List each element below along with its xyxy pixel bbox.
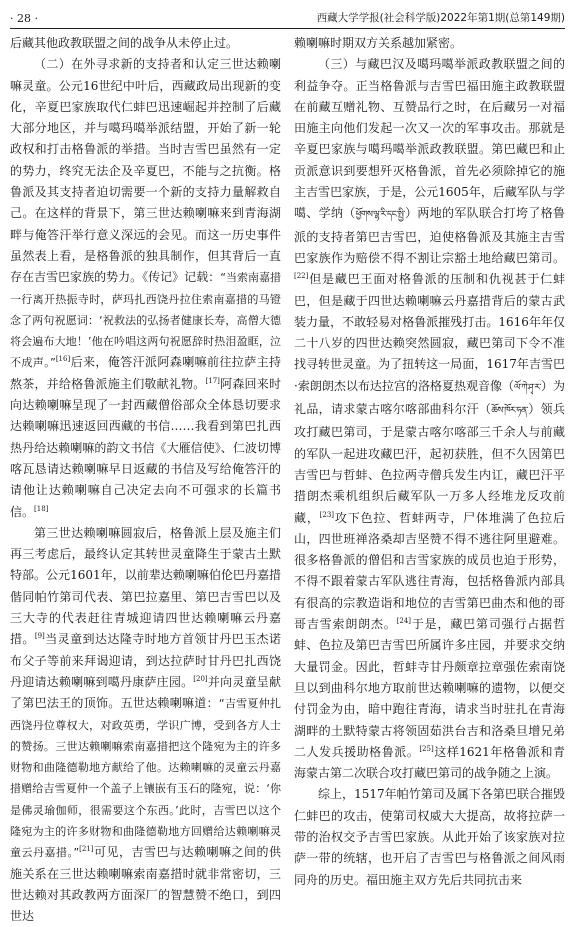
header-rule	[10, 28, 565, 29]
block-quote: “吉雪夏仲扎西饶丹位尊权大，对政英勇，学识广博，受到各方人士的赞扬。三世达赖喇嘛索南嘉措把这个隆宛为主的许多财物和曲隆德勒地方献给了他。达赖喇嘛的灵童云丹嘉措赠给吉雪夏仲一个盖子上镶嵌有玉石的隆宛，说：‘你是佛灵瑜伽师，很需要这个东西。’此时，吉雪巴以这个隆宛为主的许多财物和曲隆德勒地方回赠给达赖喇嘛灵童云丹嘉措。”	[10, 697, 281, 860]
paragraph	[10, 54, 281, 523]
citation-ref: [21]	[79, 845, 94, 854]
text-run: 综上，1517年帕竹第司及属下各第巴联合摧毁仁蚌巴的攻击，使第司权威大大提高，故将拉萨一带的治权交予吉雪巴家族。从此开始了该家族对拉萨一带的统辖，也开启了吉雪巴与格鲁派之间风雨同舟的历史。福田施主双方先后共同抗击来	[294, 787, 565, 887]
paragraph	[294, 784, 565, 890]
text-run: 当灵童到达达隆寺时地方首领甘丹巴玉杰诺布父子等前来拜谒迎请，到达拉萨时甘丹巴扎西饶丹迎请达赖喇嘛到噶丹康萨庄园。	[10, 632, 281, 689]
article-body	[10, 33, 565, 924]
text-run: 攻下色拉、哲蚌两寺，尸体堆满了色拉后山，四世班禅洛桑却吉坚赞不得不逃往阿里避难。很多格鲁派的僧侣和吉雪家族的成员也迫于形势，不得不跟着蒙古军队逃往青海，包括格鲁派内部具有很高的宗教造诣和地位的吉雪第巴曲杰和他的哥哥吉雪索朗朗杰。	[294, 510, 565, 632]
tibetan-term: ལོ་ཀེ་ཤྭ་ར་	[514, 382, 541, 393]
paragraph: 后藏其他政教联盟之间的战争从未停止过。	[10, 36, 239, 50]
citation-ref: [22]	[294, 272, 309, 281]
text-run: （三）与藏巴汉及噶玛噶举派政教联盟之间的利益争夺。正当格鲁派与吉雪巴福田施主政教联盟在前藏互赠礼物、互赞品行之时，在后藏另一对福田施主向他们发起一次又一次的军事攻击。那就是辛夏巴家族与噶玛噶举派政教联盟。第巴藏巴和止贡派意识到要想歼灭格鲁派，首先必须除掉它的施主吉雪巴家族，于是，公元1605年，后藏军队与学噶、学纳（	[294, 57, 565, 221]
page-header	[10, 5, 565, 25]
paragraph	[294, 54, 565, 784]
citation-ref: [9]	[34, 632, 45, 641]
text-run: 并向灵童呈献了第巴法王的顶饰。五世达赖喇嘛道：	[10, 674, 281, 711]
text-run: 可见，吉雪巴与达赖喇嘛之间的供施关系在三世达赖喇嘛索南嘉措时就非常密切，三世达赖对其政教两方面深厂的智慧赞不绝口，到四世达	[10, 845, 281, 924]
text-run: ）为礼品，请求蒙古喀尔喀部曲科尔汗（	[294, 378, 565, 417]
journal-title: 西藏大学学报(社会科学版)2022年第1期(总第149期)	[316, 12, 565, 24]
tibetan-term: ཆོས་ཁོར་ཧན་	[491, 406, 528, 417]
right-column	[294, 33, 565, 887]
text-run: 这样1621年格鲁派和青海蒙古第二次联合攻打藏巴第司的战争随之上演。	[294, 744, 565, 781]
text-run: ）领兵攻打藏巴第司，于是蒙古喀尔喀部三千余人与前藏的军队一起进攻藏巴汗，起初获胜，但不久因第巴吉雪巴与哲蚌、色拉两寺僧兵发生内讧，藏巴汗平措朗杰乘机组织后藏军队一万多人经堆龙反攻前藏，	[294, 402, 565, 525]
citation-ref: [20]	[193, 674, 208, 683]
citation-ref: [23]	[319, 510, 335, 519]
text-run: 但是藏巴王面对格鲁派的压制和仇视甚于仁蚌巴，但是藏于四世达赖喇嘛云丹嘉措背后的蒙古武装力量，不敢轻易对格鲁派摧残打击。1616年年仅二十八岁的四世达赖突然圆寂，藏巴第司下令不准找寻转世灵童。为了扭转这一局面，1617年吉雪巴·索朗朗杰以布达拉宫的洛格夏热观音像（	[294, 272, 565, 393]
citation-ref: [24]	[396, 617, 412, 626]
page-number: · 28 ·	[10, 12, 38, 25]
citation-ref: [25]	[419, 744, 434, 753]
block-quote: “当索南嘉措一行离开热振寺时，萨玛扎西饶丹拉住索南嘉措的马镫念了两句祝愿词：‘祝救法的弘扬者健康长寿，高僧大德将会遍布大地！’他在吟唱这两句祝愿辞时热泪盈眶，泣不成声。”	[10, 271, 281, 370]
text-run: ）两地的军队联合打垮了格鲁派的支持者第巴吉雪巴，迫使格鲁派及其施主吉雪巴家族作为赔偿不得不割让宗豁土地给藏巴第司。	[294, 206, 565, 265]
text-run: 第三世达赖喇嘛圆寂后，格鲁派上层及施主们再三考虑后，最终认定其转世灵童降生于蒙古土默特部。公元1601年，以前辈达赖喇嘛伯伦巴丹嘉措偕同帕竹第司代表、第巴拉嘉里、第巴吉雪巴以及三大寺的代表赶往青城迎请四世达赖喇嘛云丹嘉措。	[10, 525, 281, 647]
citation-ref: [17]	[205, 376, 220, 385]
paragraph	[10, 523, 281, 927]
text-run: 阿森回来时向达赖喇嘛呈现了一封西藏僧俗部众全体恳切要求达赖喇嘛迅速返回西藏的书信……我看到第巴扎西热丹给达赖喇嘛的韵文书信《大雁信使》、仁波切博喀瓦恳请达赖喇嘛早日返藏的书信及写给俺答汗的请他让达赖喇嘛自己决定去向不可强求的长篇书信。	[10, 376, 281, 519]
citation-ref: [18]	[34, 504, 49, 513]
paragraph: 赖喇嘛时期双方关系越加紧密。	[294, 36, 463, 50]
tibetan-term: ཕྱོགས་ལྷ་རི་དང་སྤྱི་	[355, 210, 405, 221]
text-run: 于是，藏巴第司强行占据哲蚌、色拉及第巴吉雪巴所属许多庄园，并要求交纳大量罚金。因此，哲蚌寺甘丹颇章拉章强佐索南饶旦以到曲科尔地方取前世达赖喇嘛的遗物，以便交付罚金为由，暗中跑往青海，请求当时驻扎在青海湖畔的土默特蒙古将领固茹洪台吉和洛桑旦增兄弟二人发兵援助格鲁派。	[294, 617, 565, 759]
text-run: 后来，俺答汗派阿森喇嘛前往拉萨主持熬茶，并给格鲁派施主们敬献礼物。	[10, 355, 281, 391]
left-column	[10, 33, 281, 924]
text-run: （二）在外寻求新的支持者和认定三世达赖喇嘛灵童。公元16世纪中叶后，西藏政局出现新的变化，辛夏巴家族取代仁蚌巴迅速崛起并控制了后藏大部分地区，并与噶玛噶举派结盟，开始了新一轮政权和打击格鲁派的举措。当时吉雪巴虽然有一定的势力，终究无法企及辛夏巴，不能与之抗衡。格鲁派及其支持者迫切需要一个新的支持力量解救自己。在这样的背景下，第三世达赖喇嘛来到青海湖畔与俺答汗举行意义深远的会见。而这一历史事件虽然表上看，是格鲁派的独具制作，但其背后一直存在吉雪巴家族的势力。《传记》记载：	[10, 57, 281, 285]
citation-ref: [16]	[55, 355, 71, 364]
